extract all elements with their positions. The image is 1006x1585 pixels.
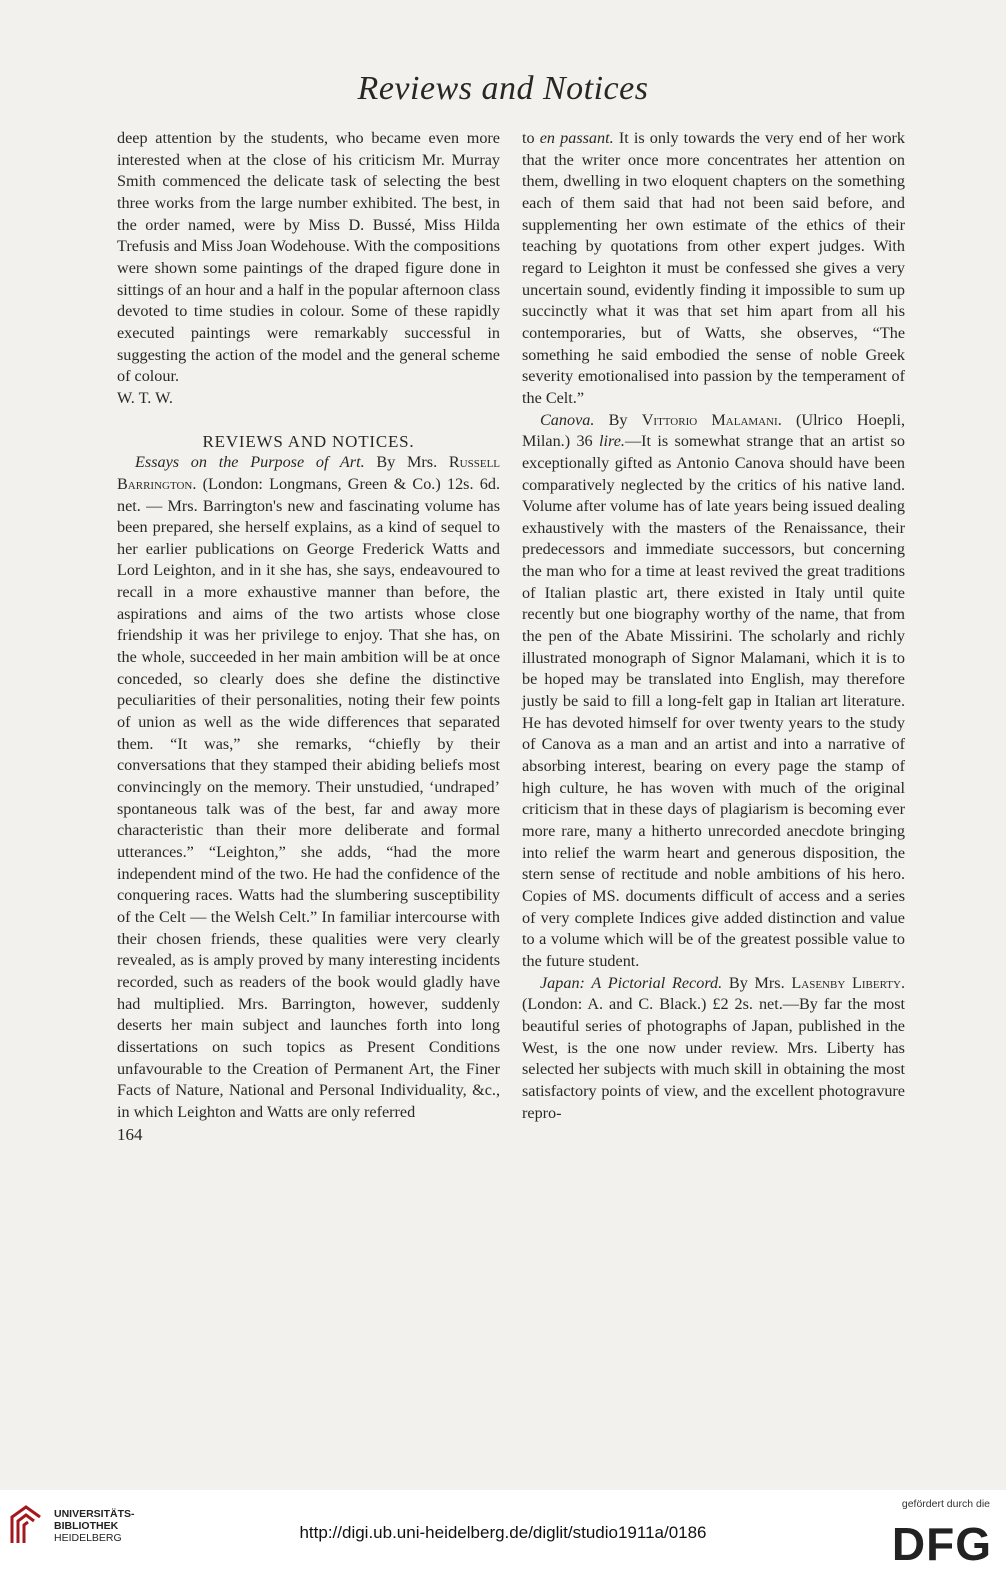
review-author: Russell Barrington.: [117, 453, 501, 493]
right-paragraph-1: [522, 128, 905, 410]
review-title: Essays on the Purpose of Art.: [135, 453, 365, 472]
review-body: (London: Longmans, Green & Co.) 12s. 6d. net. — Mrs. Barrington's new and fascinating volume has been prepared, she herself explains, as a kind of sequel to her earlier publications on George Frederick Watts and Lord Leighton, and in it she has, she says, endeavoured to recall in a more exhaustive manner than before, the aspirations and aims of the two artists whose close friendship it was her privilege to enjoy. That she has, on the whole, succeeded in her main ambition will be at once conceded, so clearly does she define the distinctive peculiarities of their personalities, noting their few points of union as well as the wide differences that separated them. “It was,” she remarks, “chiefly by their conversations that they stamped their abiding beliefs most convincingly on the memory. Their unstudied, ‘undraped’ spontaneous talk was of the best, far and away more characteristic than their more deliberate and formal utterances.” “Leighton,” she adds, “had the more independent mind of the two. He had the confidence of the conquering races. Watts had the slumbering susceptibility of the Celt — the Welsh Celt.” In familiar intercourse with their chosen friends, these qualities were very clearly revealed, as is amply proved by many interesting incidents recorded, such as readers of the book would gladly have had multiplied. Mrs. Barrington, however, suddenly deserts her main subject and launches forth into long dissertations on such topics as Present Conditions unfavourable to the Creation of Permanent Art, the Finer Facts of Nature, National and Personal Individuality, &c., in which Leighton and Watts are only referred: [117, 474, 500, 1121]
library-line: BIBLIOTHEK: [54, 1520, 119, 1532]
funding-note: gefördert durch die: [901, 1498, 990, 1510]
review-author-prefix: By Mrs.: [376, 453, 438, 472]
left-column: [117, 128, 500, 1145]
page-number: 164: [117, 1124, 143, 1144]
review-body: —By far the most beautiful series of photographs of Japan, published in the West, is the one now under review. Mrs. Liberty has selected her subjects with much skill in obtaining the most satisfactory points of view, and the excellent photogravure repro-: [522, 995, 905, 1122]
review-title: Canova.: [540, 410, 595, 429]
continuation-italic: en passant.: [539, 129, 614, 147]
signature: W. T. W.: [117, 388, 173, 407]
left-paragraph-1: deep attention by the students, who became even more interested when at the close of his criticism Mr. Murray Smith commenced the delicate task of selecting the best three works from the large number exhibited. The best, in the order named, were by Miss D. Bussé, Miss Hilda Trefusis and Miss Joan Wodehouse. With the compositions were shown some paintings of the draped figure done in sittings of an hour and a half in the popular afternoon class devoted to time studies in colour. Some of these rapidly executed paintings were remarkably successful in suggesting the action of the model and the general scheme of colour.: [117, 129, 500, 386]
running-title: Reviews and Notices: [357, 70, 649, 107]
review-author: Vittorio Malamani.: [641, 410, 782, 429]
library-line: UNIVERSITÄTS-: [54, 1508, 135, 1520]
review-author: Lasenby Liberty.: [791, 973, 906, 992]
review-publisher: (London: A. and C. Black.) £2 2s. net.: [522, 995, 783, 1014]
review-title: Japan: A Pictorial Record.: [540, 973, 723, 992]
review-author-prefix: By Mrs.: [728, 973, 785, 992]
review-japan: [522, 973, 905, 1125]
review-body: —It is somewhat strange that an artist so exceptionally gifted as Antonio Canova should have been comparatively neglected by the critics of his native land. Volume after volume has of late years being issued dealing exhaustively with the masters of the Renaissance, their predecessors and immediate successors, but concerning the man who for a time at least revived the great traditions of Italian plastic art, there existed in Italy until quite recently but one biography worthy of the name, that from the pen of the Abate Missirini. The scholarly and richly illustrated monograph of Signor Malamani, which it is to be hoped may be translated into English, may therefore justly be said to fill a long-felt gap in Italian art literature. He has devoted himself for over twenty years to the study of Canova as a man and an artist and into a narrative of absorbing interest, bearing on every page the stamp of high culture, he has woven with much of the original criticism that in these days of plagiarism is becoming ever more rare, many a hitherto unrecorded anecdote bringing into relief the warm heart and generous disposition, the stern sense of rectitude and noble ambitions of his hero. Copies of MS. documents difficult of access and a series of very complete Indices give added distinction and value to a volume which will be of the greatest possible value to the future student.: [522, 432, 905, 970]
digitization-footer: [0, 1490, 1006, 1585]
review-essays: [117, 452, 500, 1123]
library-line: HEIDELBERG: [54, 1532, 122, 1544]
continuation-lead: to: [522, 129, 535, 147]
source-url-link[interactable]: http://digi.ub.uni-heidelberg.de/diglit/studio1911a/0186: [299, 1523, 707, 1542]
right-column: [522, 128, 905, 1124]
review-price-unit: lire.: [599, 432, 625, 451]
section-heading: REVIEWS AND NOTICES.: [202, 431, 415, 451]
dfg-logo: DFG: [891, 1518, 992, 1570]
review-author-prefix: By: [608, 410, 628, 429]
review-canova: [522, 410, 905, 973]
review-publisher: (Ulrico Hoepli, Milan.) 36: [522, 410, 906, 451]
continuation-body: It is only towards the very end of her work that the writer once more concentrates her attention on them, dwelling in two eloquent chapters on the something each of them said that had not been said before, and supplementing her own estimate of the ethics of their teaching by quotations from other expert judges. With regard to Leighton it must be confessed she gives a very uncertain sound, evidently finding it impossible to sum up succinctly what it was that set him apart from all his contemporaries, but of Watts, she observes, “The something he said embodied the sense of noble Greek severity emotionalised into passion by the temperament of the Celt.”: [522, 129, 906, 407]
